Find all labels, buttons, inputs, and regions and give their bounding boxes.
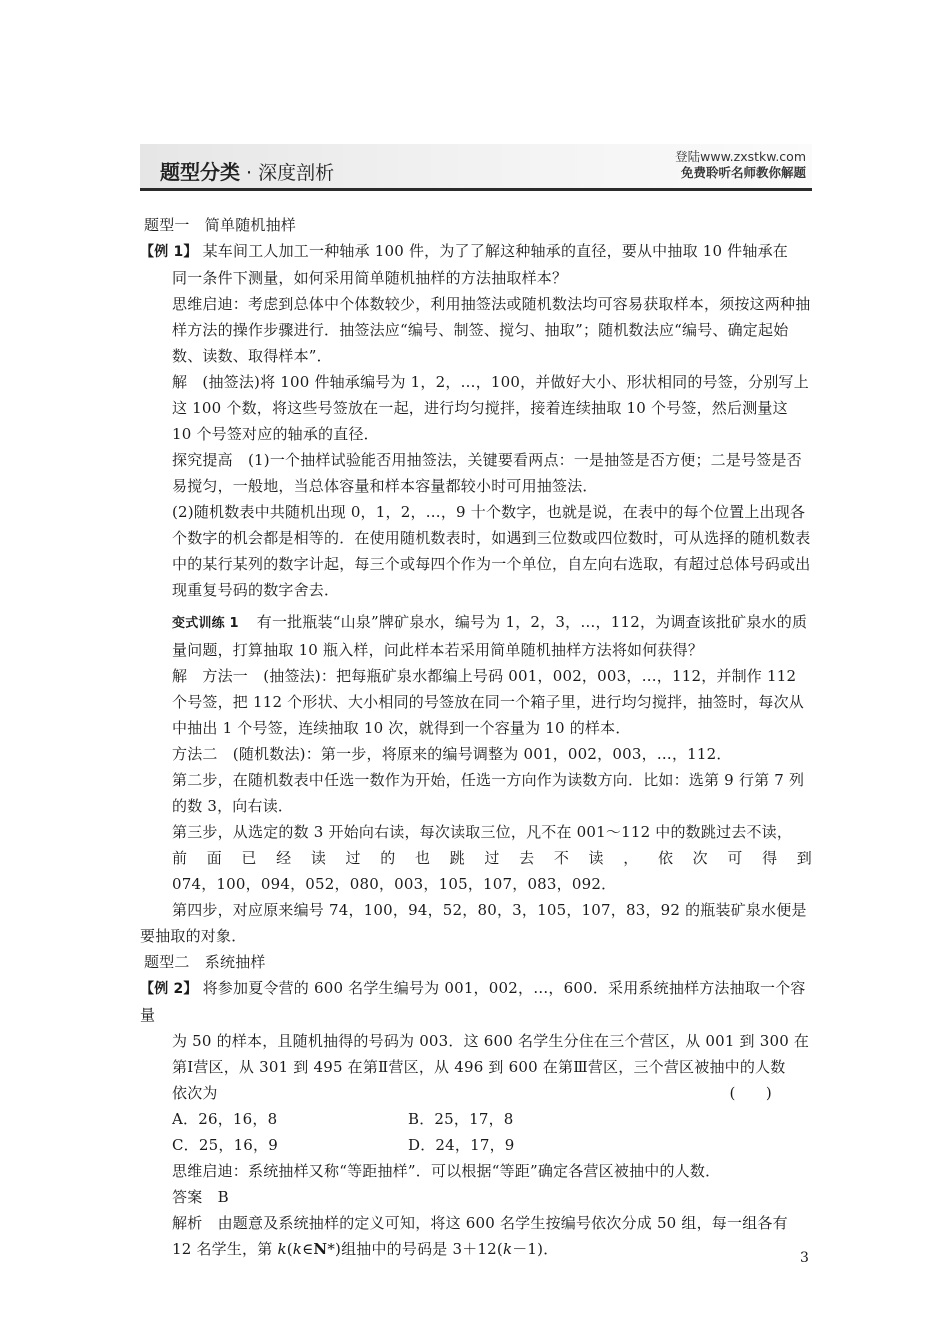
example1-improve1: 探究提高 (1)一个抽样试验能否用抽签法，关键要看两点：一是抽签是否方便；二是号签是否易搅匀，一般地，当总体容量和样本容量都较小时可用抽签法．	[172, 451, 802, 495]
answer-blank: ( )	[729, 1084, 772, 1102]
option-a: A．26，16，8	[172, 1110, 278, 1128]
section2-title: 题型二 系统抽样	[144, 953, 266, 971]
variant1-step3c: 074，100，094，052，080，003，105，107，083，092．	[172, 875, 617, 893]
example2-line1: 【例 2】 将参加夏令营的 600 名学生编号为 001，002，…，600．采用系统抽样方法抽取一个容量	[140, 979, 806, 1024]
variant1-step2: 第二步，在随机数表中任选一数作为开始，任选一方向作为读数方向．比如：选第 9 行第 7 列的数 3，向右读．	[172, 771, 805, 815]
example2-rest: 为 50 的样本，且随机抽得的号码为 003．这 600 名学生分住在三个营区，从 001 到 300 在第Ⅰ营区，从 301 到 495 在第Ⅱ营区，从 496 到 600 在第Ⅲ营区，三个营区被抽中的人数	[172, 1032, 810, 1076]
option-b: B．25，17，8	[408, 1110, 514, 1128]
variant1-tag: 变式训练 1	[172, 616, 239, 631]
example2-last: 依次为 ( )	[140, 1080, 812, 1106]
example1-tag: 【例 1】	[140, 244, 198, 260]
example1-improve2: (2)随机数表中共随机出现 0，1，2，…，9 十个数字，也就是说，在表中的每个位置上出现各个数字的机会都是相等的．在使用随机数表时，如遇到三位数或四位数时，可从选择的随机数表中的某行某列的数字计起，每三个或每四个作为一个单位，自左向右选取，有超过总体号码或出现重复号码的数字舍去．	[172, 503, 811, 599]
page-number: 3	[800, 1250, 809, 1266]
example2-tag: 【例 2】	[140, 981, 198, 997]
example2-options-row2	[140, 1132, 812, 1158]
example1-line1: 【例 1】 某车间工人加工一种轴承 100 件，为了了解这种轴承的直径，要从中抽取 10 件轴承在	[140, 242, 788, 260]
example1-solution: 解 (抽签法)将 100 件轴承编号为 1，2，…，100，并做好大小、形状相同的号签，分别写上这 100 个数，将这些号签放在一起，进行均匀搅拌，接着连续抽取 10 个号签，然后测量这 10 个号签对应的轴承的直径．	[172, 373, 809, 443]
page-content	[140, 212, 812, 1262]
variant1-step4: 第四步，对应原来编号 74，100，94，52，80，3，105，107，83，92 的瓶装矿泉水便是要抽取的对象．	[140, 901, 807, 945]
section-header-band	[140, 144, 812, 191]
site-url: 登陆www.zxstkw.com	[675, 149, 806, 164]
variant1-intro: 变式训练 1 有一批瓶装“山泉”牌矿泉水，编号为 1，2，3，…，112，为调查该批矿泉水的质量问题，打算抽取 10 瓶入样，问此样本若采用简单随机抽样方法将如何获得？	[172, 613, 808, 659]
site-promo	[675, 149, 806, 181]
option-d: D．24，17，9	[408, 1136, 515, 1154]
example1-hint: 思维启迪：考虑到总体中个体数较少，利用抽签法或随机数法均可容易获取样本，须按这两种抽样方法的操作步骤进行．抽签法应“编号、制签、搅匀、抽取”；随机数法应“编号、确定起始数、读数、取得样本”．	[172, 295, 811, 365]
example2-options-row1	[140, 1106, 812, 1132]
example2-analysis: 解析 由题意及系统抽样的定义可知，将这 600 名学生按编号依次分成 50 组，每一组各有 12 名学生，第 k(k∈N*)组抽中的号码是 3＋12(k－1)．	[172, 1214, 788, 1258]
variant1-step3a: 第三步，从选定的数 3 开始向右读，每次读取三位，凡不在 001～112 中的数跳过去不读，	[172, 823, 793, 841]
option-c: C．25，16，9	[172, 1136, 278, 1154]
section1-title: 题型一 简单随机抽样	[144, 216, 297, 234]
variant1-method1: 解 方法一 (抽签法)：把每瓶矿泉水都编上号码 001，002，003，…，112，并制作 112 个号签，把 112 个形状、大小相同的号签放在同一个箱子里，进行均匀搅拌，抽签时，每次从中抽出 1 个号签，连续抽取 10 次，就得到一个容量为 10 的样本．	[172, 667, 804, 737]
section-header-title: 题型分类 · 深度剖析	[160, 160, 335, 184]
example1-line2: 同一条件下测量，如何采用简单随机抽样的方法抽取样本？	[172, 269, 568, 287]
variant1-step3b: 前 面 已 经 读 过 的 也 跳 过 去 不 读 ， 依 次 可 得 到	[172, 849, 812, 867]
variant1-method2: 方法二 (随机数法)：第一步，将原来的编号调整为 001，002，003，…，112．	[172, 745, 732, 763]
example2-hint: 思维启迪：系统抽样又称“等距抽样”．可以根据“等距”确定各营区被抽中的人数．	[172, 1162, 721, 1180]
example2-answer: 答案 B	[172, 1188, 229, 1206]
site-slogan: 免费聆听名师教你解题	[680, 165, 806, 180]
